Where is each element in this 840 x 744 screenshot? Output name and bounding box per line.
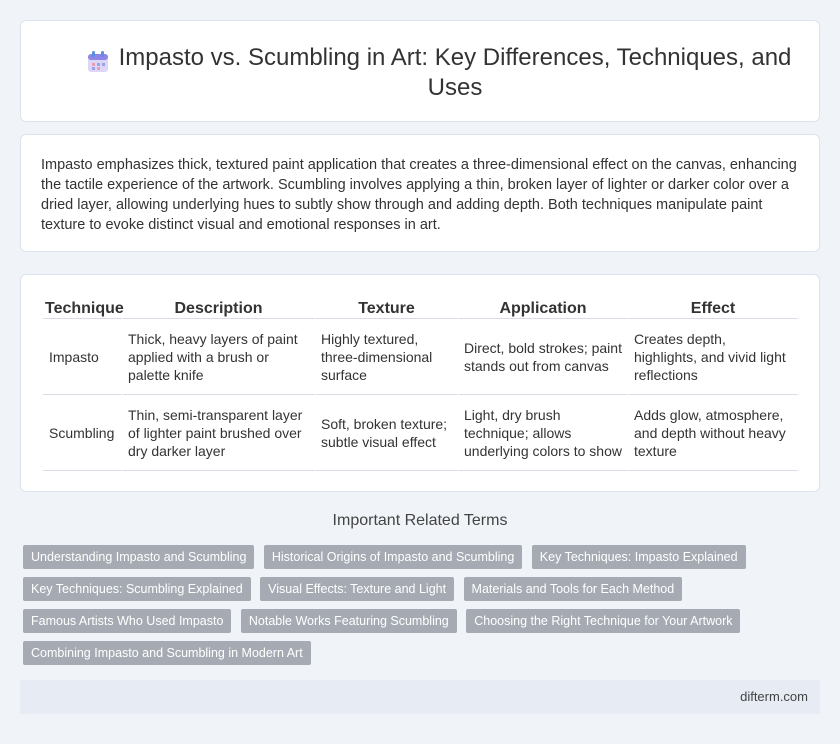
table-row [43,395,799,471]
column-header: Description [123,295,316,319]
related-term-tag[interactable]: Choosing the Right Technique for Your Artwork [466,609,740,633]
effect-cell: Creates depth, highlights, and vivid light reflections [629,319,799,395]
column-header: Effect [629,295,799,319]
effect-cell: Adds glow, atmosphere, and depth without heavy texture [629,395,799,471]
related-term-tag[interactable]: Key Techniques: Impasto Explained [532,545,746,569]
calendar-icon [85,49,111,75]
description-cell: Thick, heavy layers of paint applied with a brush or palette knife [123,319,316,395]
related-term-tag[interactable]: Notable Works Featuring Scumbling [241,609,457,633]
table-header-row [43,295,799,319]
site-name[interactable]: difterm.com [740,689,808,704]
footer [20,680,820,714]
related-terms-heading: Important Related Terms [332,512,508,529]
related-term-tag[interactable]: Historical Origins of Impasto and Scumbling [264,545,522,569]
column-header: Application [459,295,629,319]
page-title: Impasto vs. Scumbling in Art: Key Differences, Techniques, and Uses [118,44,792,101]
intro-paragraph: Impasto emphasizes thick, textured paint application that creates a three-dimensional effect on the canvas, enhancing the tactile experience of the artwork. Scumbling involves applying a thin, broken layer of lighter or darker color over a dried layer, allowing underlying hues to subtly show through and adding depth. Both techniques manipulate paint texture to evoke distinct visual and emotional responses in art. [41,157,797,233]
texture-cell: Soft, broken texture; subtle visual effect [316,395,459,471]
technique-cell: Impasto [43,319,123,395]
application-cell: Light, dry brush technique; allows underlying colors to show [459,395,629,471]
related-term-tag[interactable]: Materials and Tools for Each Method [464,577,683,601]
related-term-tag[interactable]: Combining Impasto and Scumbling in Modern Art [23,641,311,665]
related-term-tag[interactable]: Key Techniques: Scumbling Explained [23,577,251,601]
related-term-tag[interactable]: Visual Effects: Texture and Light [260,577,454,601]
comparison-table [43,295,799,471]
table-row [43,319,799,395]
application-cell: Direct, bold strokes; paint stands out from canvas [459,319,629,395]
column-header: Texture [316,295,459,319]
related-term-tag[interactable]: Understanding Impasto and Scumbling [23,545,254,569]
texture-cell: Highly textured, three-dimensional surface [316,319,459,395]
intro-card [20,134,820,252]
title-card [20,20,820,122]
related-terms-list [23,545,823,673]
comparison-card [20,274,820,492]
related-term-tag[interactable]: Famous Artists Who Used Impasto [23,609,231,633]
description-cell: Thin, semi-transparent layer of lighter paint brushed over dry darker layer [123,395,316,471]
technique-cell: Scumbling [43,395,123,471]
column-header: Technique [43,295,123,319]
